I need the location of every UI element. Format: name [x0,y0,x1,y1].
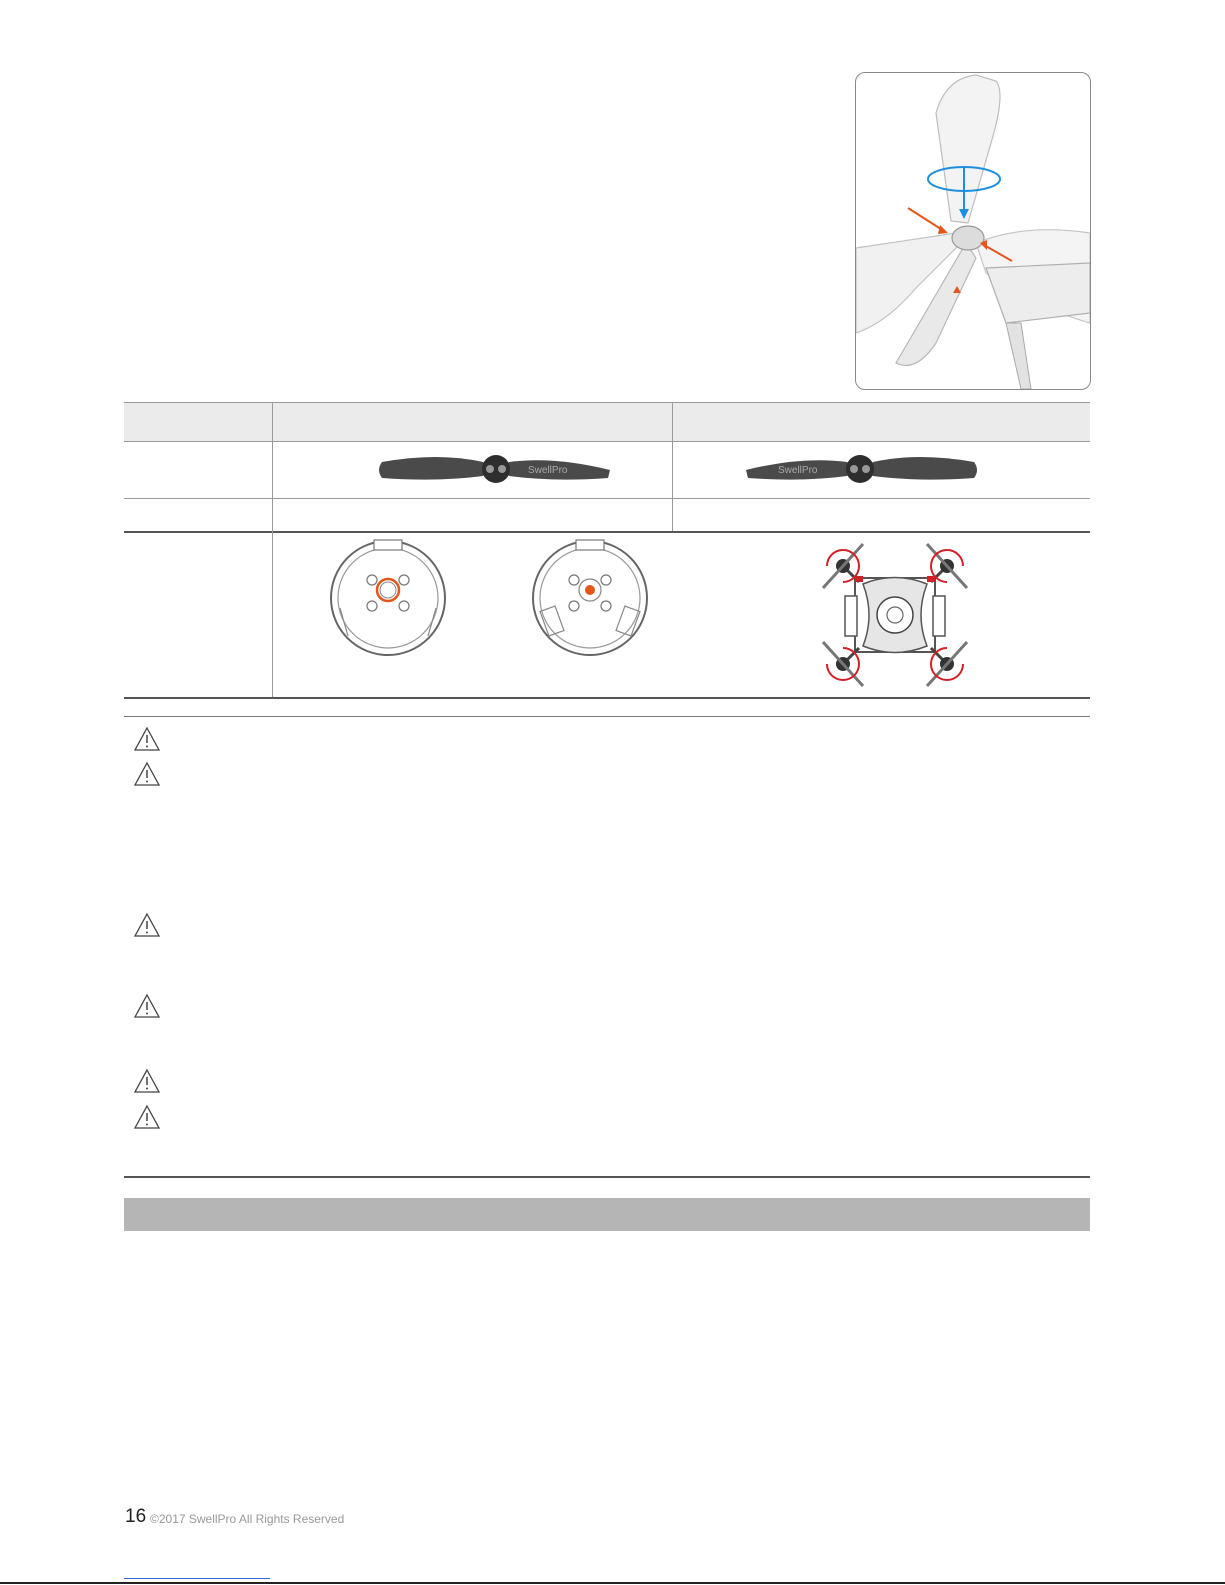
warning-triangle-icon [133,1104,161,1130]
drone-rotation-diagram [815,536,975,694]
warning-triangle-icon [133,993,161,1019]
warning-triangle-icon [133,726,161,752]
notes-top-divider [124,716,1090,717]
propeller-image-left [378,448,614,490]
table-divider [124,697,1090,699]
propeller-brand-label: SwellPro [778,465,818,476]
table-column-divider [272,402,273,697]
table-column-divider [672,402,673,531]
footer-link-underline[interactable] [124,1578,270,1579]
warning-triangle-icon [133,1068,161,1094]
motor-mount-ring-orange-icon [328,536,448,658]
notes-bottom-divider [124,1176,1090,1178]
propeller-image-right [742,448,978,490]
page-number: 16 [125,1506,147,1527]
section-header-bar [124,1198,1090,1231]
table-divider [124,531,1090,533]
copyright-text: ©2017 SwellPro All Rights Reserved [150,1512,345,1526]
warning-triangle-icon [133,761,161,787]
motor-mount-dot-orange-icon [530,536,650,658]
table-divider [124,498,1090,499]
propeller-mount-illustration [856,73,1090,389]
propeller-mount-photo [855,72,1091,390]
page-bottom-rule [0,1582,1225,1584]
table-header-bar [124,402,1090,442]
propeller-brand-label: SwellPro [528,465,568,476]
warning-triangle-icon [133,912,161,938]
